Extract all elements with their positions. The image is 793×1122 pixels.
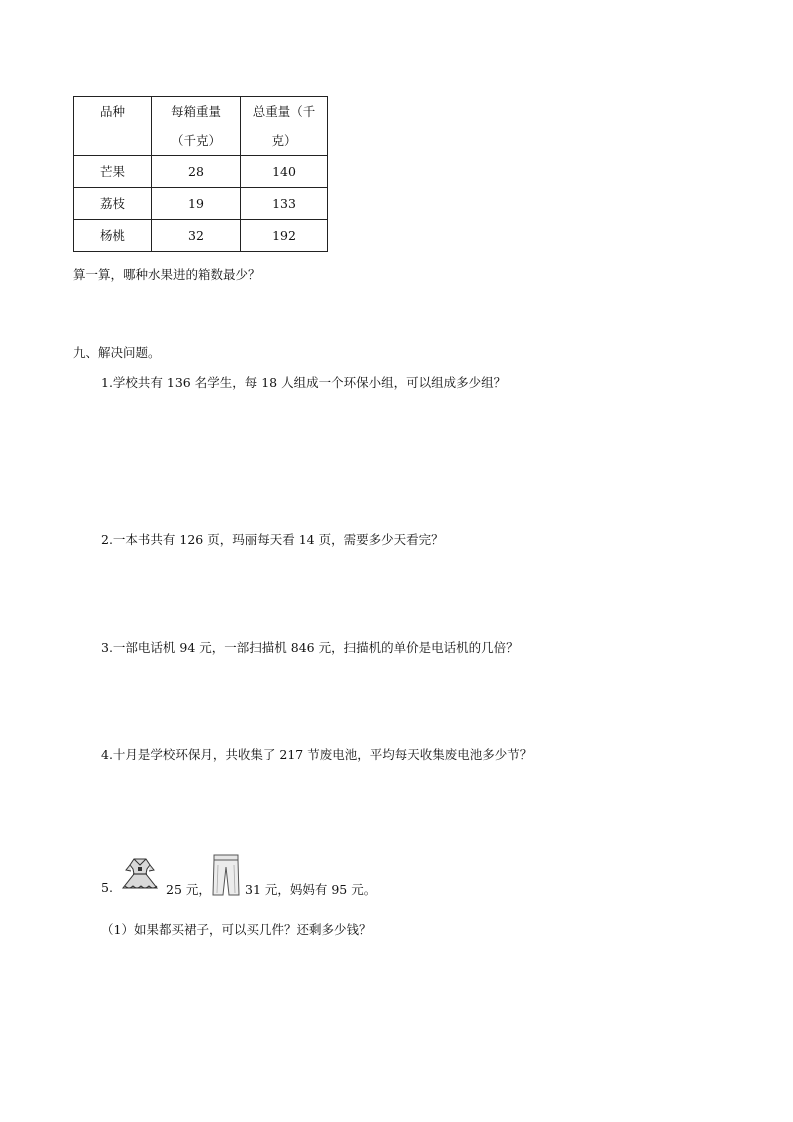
problem-1: 1.学校共有 136 名学生，每 18 人组成一个环保小组，可以组成多少组？ <box>101 375 507 390</box>
cell-total-weight: 133 <box>241 188 328 220</box>
problem-5-number: 5. <box>101 880 113 895</box>
table-row <box>74 156 328 188</box>
pants-icon <box>210 853 242 897</box>
problem-4: 4.十月是学校环保月，共收集了 217 节废电池，平均每天收集废电池多少节？ <box>101 747 533 762</box>
header-total-weight-line2: 克） <box>271 133 297 148</box>
cell-box-weight: 32 <box>152 220 241 252</box>
table-row <box>74 220 328 252</box>
cell-variety: 荔枝 <box>74 188 152 220</box>
section-title: 九、解决问题。 <box>73 345 161 360</box>
cell-variety: 杨桃 <box>74 220 152 252</box>
cell-total-weight: 192 <box>241 220 328 252</box>
problem-2: 2.一本书共有 126 页，玛丽每天看 14 页，需要多少天看完？ <box>101 532 444 547</box>
header-box-weight-line2: （千克） <box>170 133 221 148</box>
cell-variety: 芒果 <box>74 156 152 188</box>
cell-box-weight: 19 <box>152 188 241 220</box>
pants-price: 31 元，妈妈有 95 元。 <box>245 882 377 897</box>
cell-total-weight: 140 <box>241 156 328 188</box>
header-total-weight-line1: 总重量（千 <box>252 104 316 119</box>
dress-price: 25 元， <box>166 882 211 897</box>
fruit-weight-table <box>73 96 328 252</box>
table-header-row <box>74 97 328 156</box>
header-variety <box>74 97 152 156</box>
problem-5-sub1: （1）如果都买裙子，可以买几件？还剩多少钱？ <box>101 922 372 937</box>
problem-3: 3.一部电话机 94 元，一部扫描机 846 元，扫描机的单价是电话机的几倍？ <box>101 640 519 655</box>
header-total-weight <box>241 97 328 156</box>
dress-icon <box>117 856 163 894</box>
header-variety-label: 品种 <box>99 104 125 119</box>
cell-box-weight: 28 <box>152 156 241 188</box>
header-box-weight <box>152 97 241 156</box>
table-row <box>74 188 328 220</box>
header-box-weight-line1: 每箱重量 <box>170 104 221 119</box>
table-question: 算一算，哪种水果进的箱数最少？ <box>73 267 261 282</box>
